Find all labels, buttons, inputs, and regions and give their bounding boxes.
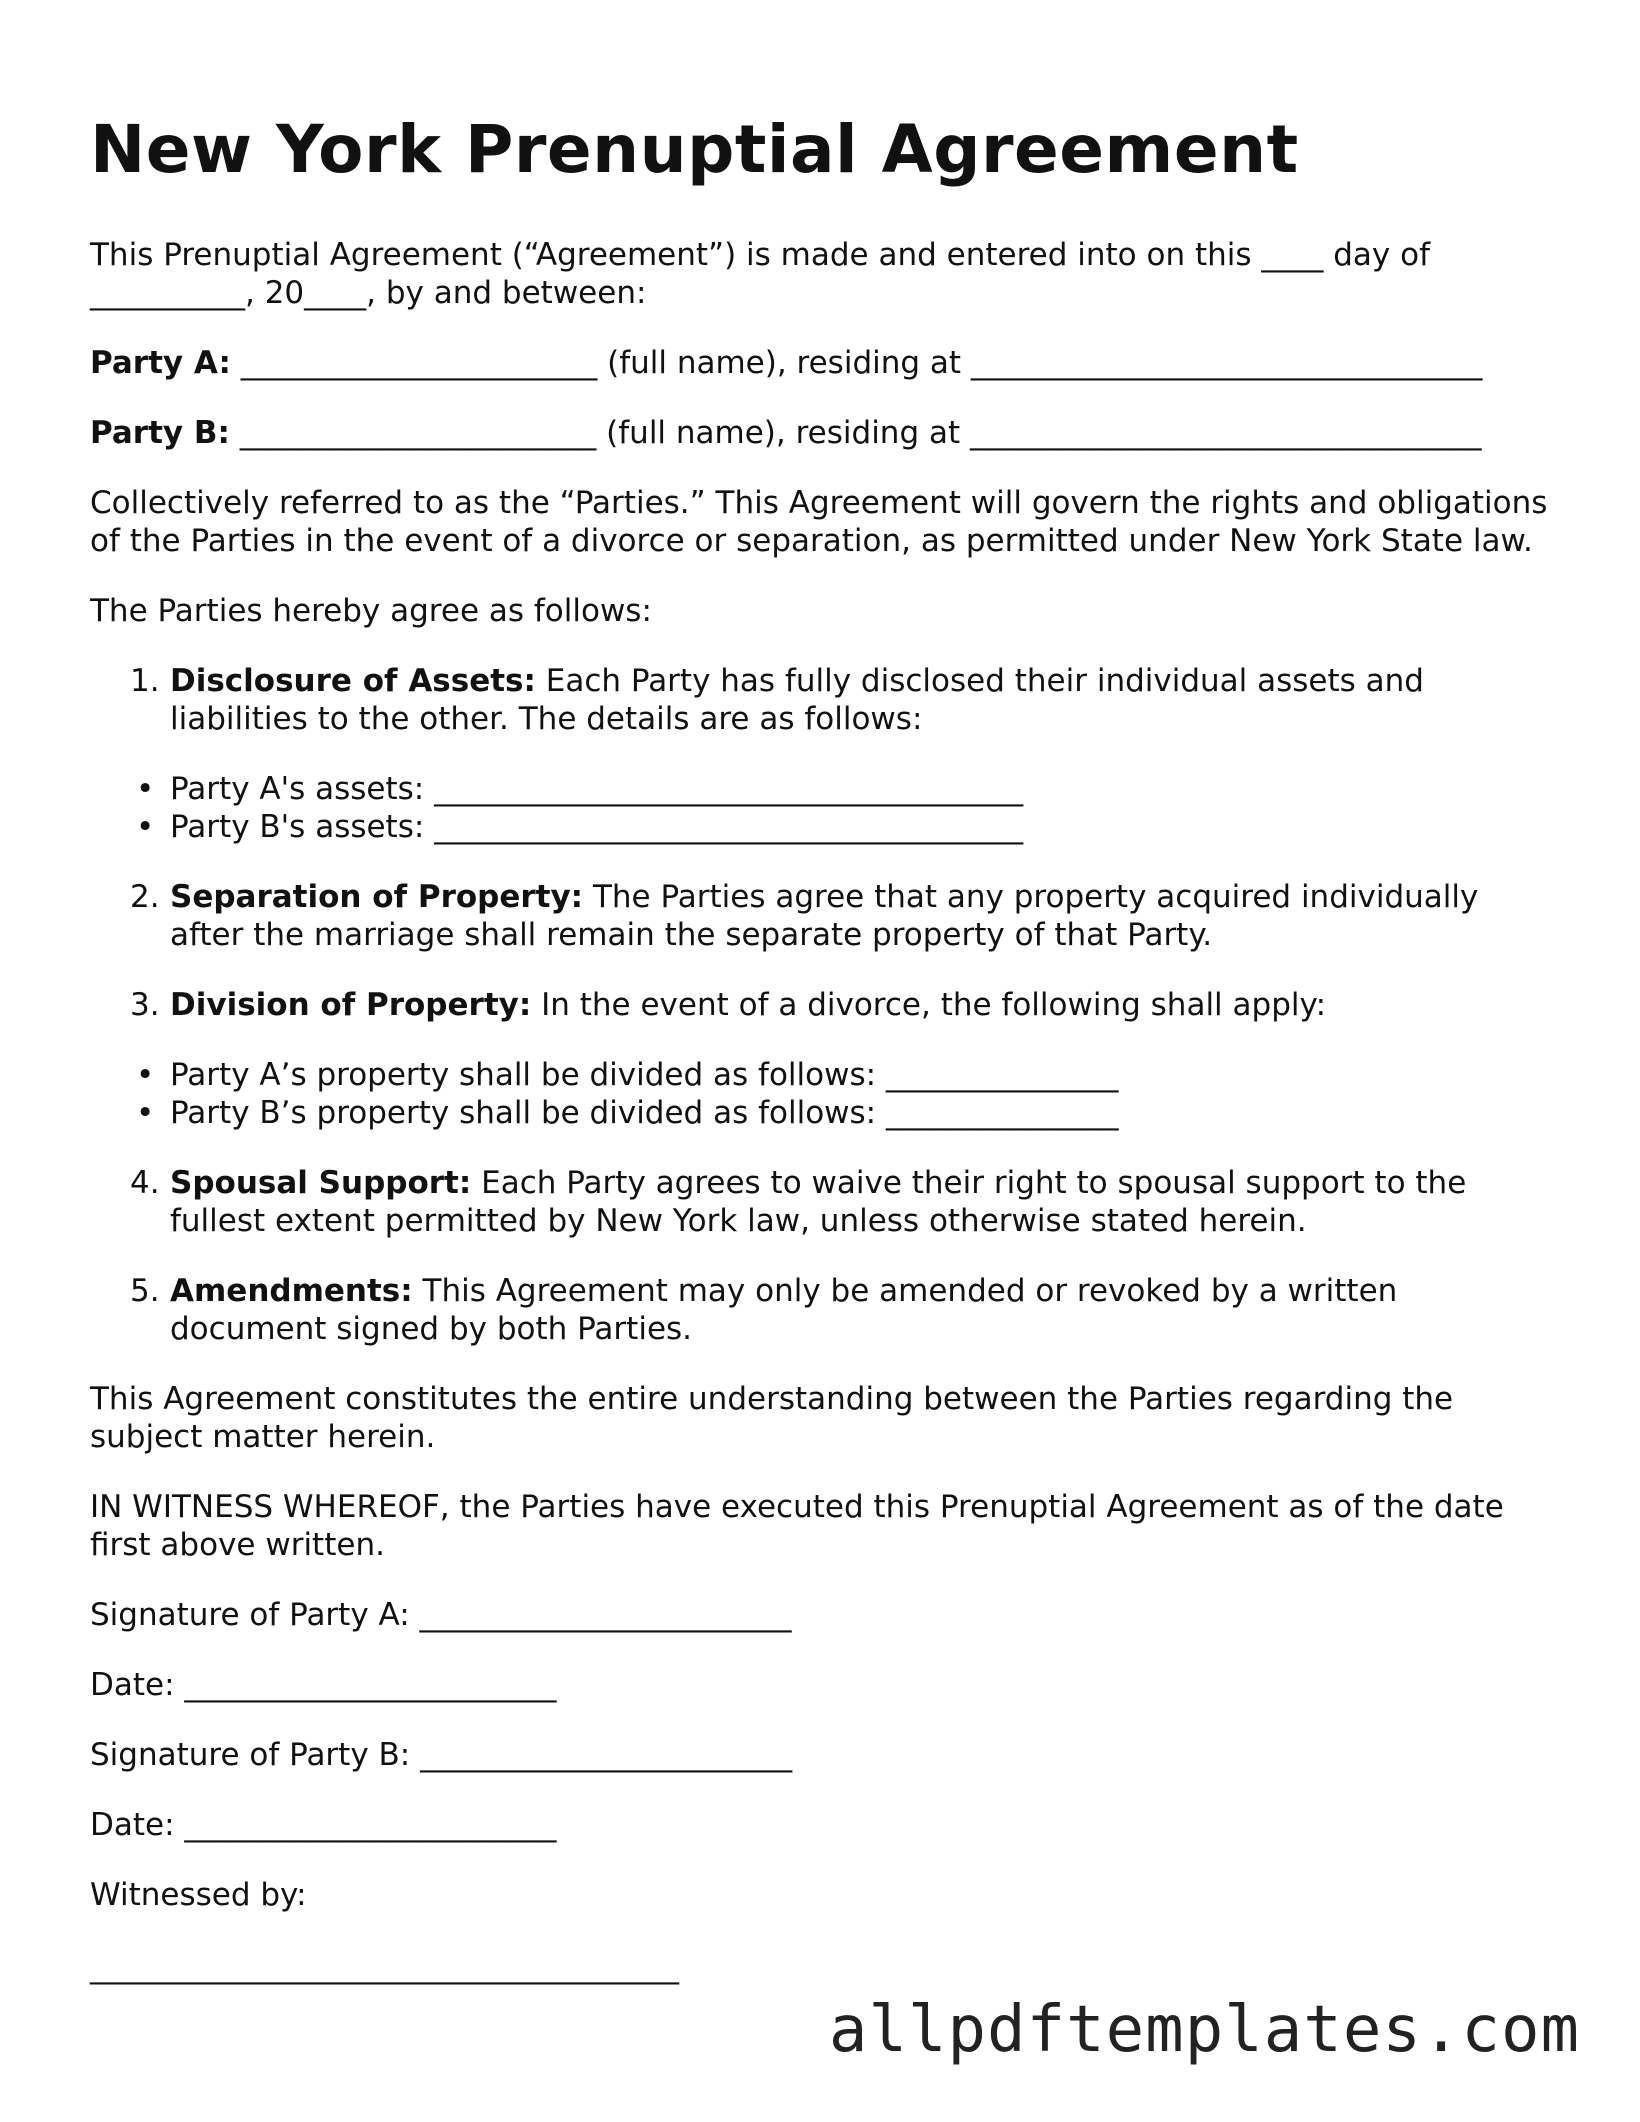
list-item: • Party A’s property shall be divided as follows: _______________ (170, 1056, 1550, 1094)
date-party-a: Date: ________________________ (90, 1667, 557, 1703)
clause-number: 1. (130, 663, 160, 699)
party-a-line (90, 344, 1550, 382)
clause-title: Amendments: (170, 1273, 413, 1309)
party-b-fields: _______________________ (full name), residing at _________________________________ (229, 415, 1482, 451)
clause-text: This Agreement may only be amended or revoked by a written document signed by both Parties. (170, 1273, 1398, 1347)
intro-paragraph: This Prenuptial Agreement (“Agreement”) is made and entered into on this ____ day of __________, 20____, by and between: (90, 237, 1430, 311)
witness-clause-paragraph: IN WITNESS WHEREOF, the Parties have executed this Prenuptial Agreement as of the date first above written. (90, 1489, 1504, 1563)
clause-1 (90, 662, 1550, 738)
clause-4 (90, 1164, 1550, 1240)
witness-signature-line: ______________________________________ (90, 1949, 679, 1985)
list-item: • Party A's assets: ______________________________________ (170, 770, 1550, 808)
collective-paragraph: Collectively referred to as the “Parties.” This Agreement will govern the rights and obligations of the Parties in the event of a divorce or separation, as permitted under New York State law. (90, 485, 1548, 559)
clause-number: 5. (130, 1273, 160, 1309)
assets-list (90, 770, 1550, 846)
list-item: • Party B’s property shall be divided as follows: _______________ (170, 1094, 1550, 1132)
clause-text: Each Party agrees to waive their right to spousal support to the fullest extent permitted by New York law, unless otherwise stated herein. (170, 1165, 1467, 1239)
clause-3 (90, 986, 1550, 1024)
clause-text: The Parties agree that any property acquired individually after the marriage shall remain the separate property of that Party. (170, 879, 1479, 953)
list-item: • Party B's assets: ______________________________________ (170, 808, 1550, 846)
party-b-line (90, 414, 1550, 452)
party-b-label: Party B: (90, 415, 230, 451)
date-party-b: Date: ________________________ (90, 1807, 557, 1843)
party-a-label: Party A: (90, 345, 231, 381)
clause-2 (90, 878, 1550, 954)
clause-title: Division of Property: (170, 987, 532, 1023)
division-list (90, 1056, 1550, 1132)
entire-agreement-paragraph: This Agreement constitutes the entire understanding between the Parties regarding the subject matter herein. (90, 1381, 1454, 1455)
clause-title: Spousal Support: (170, 1165, 472, 1201)
document-page (90, 110, 1550, 2018)
clause-text: In the event of a divorce, the following shall apply: (531, 987, 1327, 1023)
clause-5 (90, 1272, 1550, 1348)
clause-number: 3. (130, 987, 160, 1023)
document-title: New York Prenuptial Agreement (90, 111, 1299, 188)
clause-text: Each Party has fully disclosed their individual assets and liabilities to the other. The details are as follows: (170, 663, 1424, 737)
party-a-fields: _______________________ (full name), residing at _________________________________ (230, 345, 1483, 381)
clause-title: Separation of Property: (170, 879, 584, 915)
watermark: allpdftemplates.com (828, 1993, 1580, 2067)
clause-number: 2. (130, 879, 160, 915)
clause-number: 4. (130, 1165, 160, 1201)
clause-title: Disclosure of Assets: (170, 663, 536, 699)
signature-party-b: Signature of Party B: ________________________ (90, 1737, 793, 1773)
agree-paragraph: The Parties hereby agree as follows: (90, 593, 652, 629)
witnessed-by-label: Witnessed by: (90, 1877, 307, 1913)
signature-party-a: Signature of Party A: ________________________ (90, 1597, 792, 1633)
